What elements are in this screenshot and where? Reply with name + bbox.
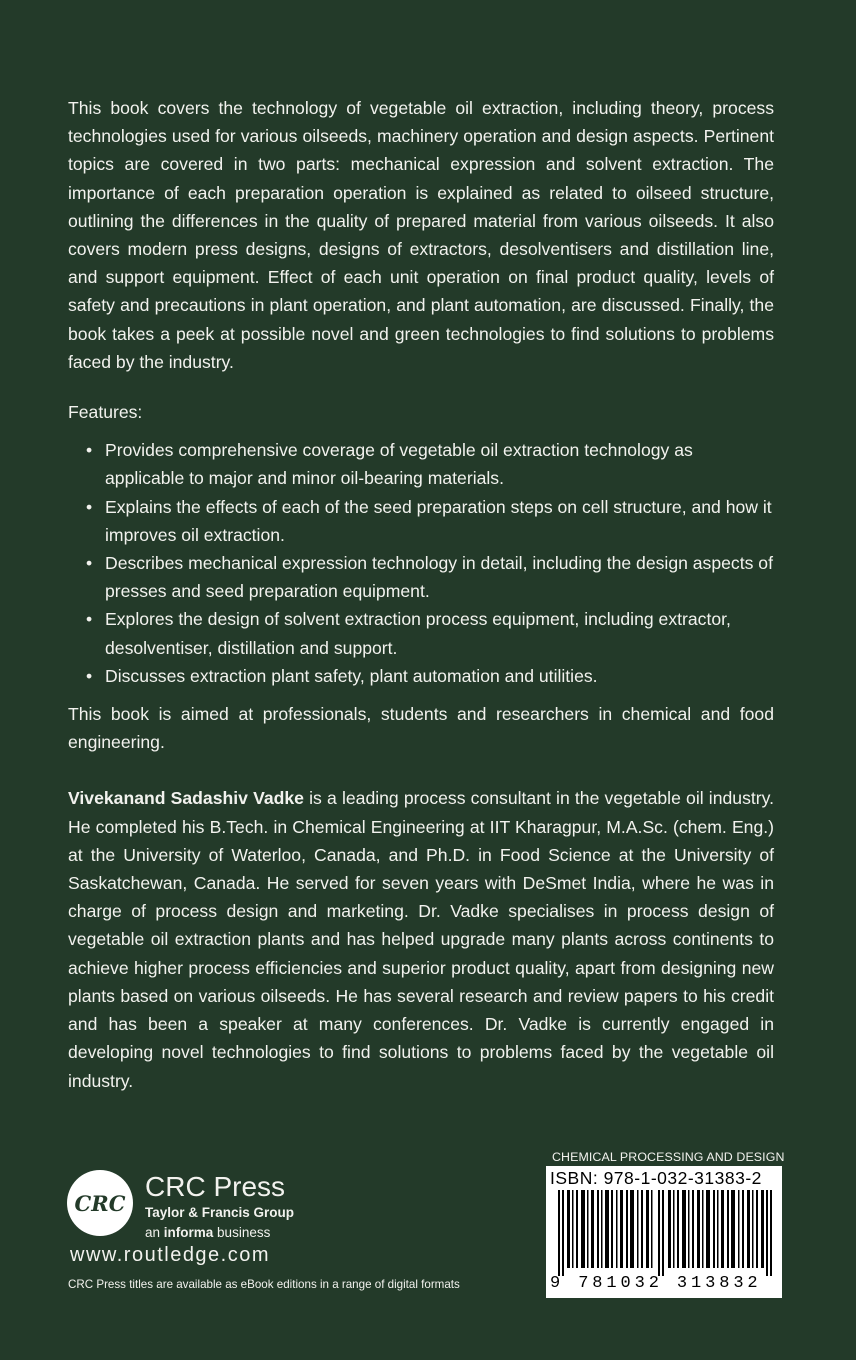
barcode: [546, 1166, 782, 1298]
author-bio-text: is a leading process consultant in the vegetable oil industry. He completed his B.Tech. in Chemical Engineering at IIT Kharagpur, M.A.Sc. (chem. Eng.) at the University of Waterloo, Canada, and Ph.D. in Food Science at the University of Saskatchewan, Canada. He served for seven years with DeSmet India, where he was in charge of process design and marketing. Dr. Vadke specialises in process design of vegetable oil extraction plants and has helped upgrade many plants across continents to achieve higher process efficiencies and superior product quality, apart from designing new plants based on various oilseeds. He has several research and review papers to his credit and has been a speaker at many conferences. Dr. Vadke is currently engaged in developing novel technologies to find solutions to problems faced by the vegetable oil industry.: [68, 788, 774, 1091]
isbn-text: ISBN: 978-1-032-31383-2: [550, 1168, 762, 1188]
features-list: [68, 436, 774, 690]
feature-item: • Discusses extraction plant safety, plant automation and utilities.: [105, 662, 774, 690]
feature-item: • Provides comprehensive coverage of vegetable oil extraction technology as applicable to major and minor oil-bearing materials.: [105, 436, 774, 492]
publisher-website[interactable]: www.routledge.com: [70, 1244, 271, 1266]
publisher-logo: [67, 1170, 407, 1290]
feature-item: • Explores the design of solvent extraction process equipment, including extractor, desolventiser, distillation and support.: [105, 605, 774, 661]
informa-business-line: an informa business: [145, 1225, 271, 1240]
series-label: CHEMICAL PROCESSING AND DESIGN: [552, 1150, 785, 1164]
author-bio: [68, 784, 774, 1094]
back-cover-text: [68, 94, 774, 1095]
barcode-bars-icon: [550, 1190, 778, 1276]
publisher-group: Taylor & Francis Group: [145, 1205, 295, 1220]
ebook-note: CRC Press titles are available as eBook editions in a range of digital formats: [68, 1278, 460, 1291]
feature-item: • Describes mechanical expression technology in detail, including the design aspects of presses and seed preparation equipment.: [105, 549, 774, 605]
publisher-name: CRC Press: [145, 1171, 286, 1202]
crc-logo-icon: CRC: [67, 1170, 133, 1236]
audience-statement: This book is aimed at professionals, students and researchers in chemical and food engineering.: [68, 704, 774, 753]
features-heading: Features:: [68, 402, 143, 423]
barcode-digits: 9 781032 313832: [550, 1274, 762, 1293]
author-name: Vivekanand Sadashiv Vadke: [68, 788, 304, 809]
book-description: This book covers the technology of vegetable oil extraction, including theory, process technologies used for various oilseeds, machinery operation and design aspects. Pertinent topics are covered in two parts: mechanical expression and solvent extraction. The importance of each preparation operation is explained as related to oilseed structure, outlining the differences in the quality of prepared material from various oilseeds. It also covers modern press designs, designs of extractors, desolventisers and distillation line, and support equipment. Effect of each unit operation on final product quality, levels of safety and precautions in plant operation, and plant automation, are discussed. Finally, the book takes a peek at possible novel and green technologies to find solutions to problems faced by the industry.: [68, 98, 774, 372]
feature-item: • Explains the effects of each of the seed preparation steps on cell structure, and how it improves oil extraction.: [105, 493, 774, 549]
